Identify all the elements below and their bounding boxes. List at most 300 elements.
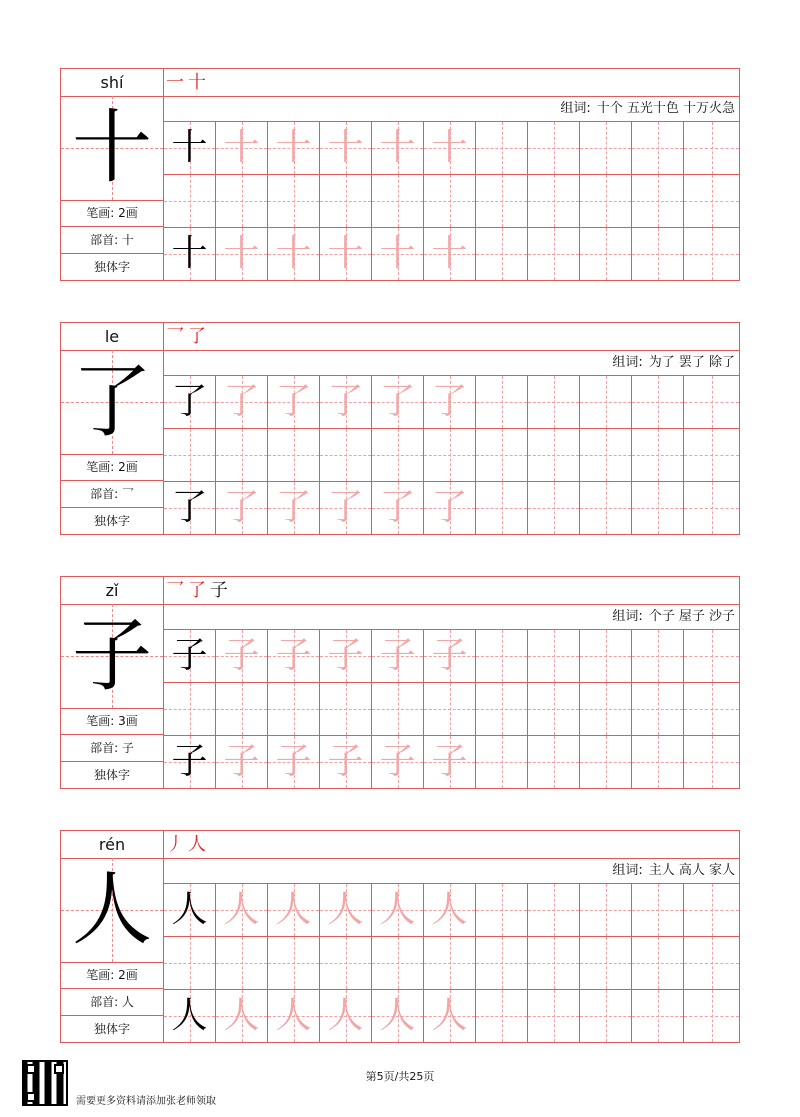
guide-line: [658, 630, 659, 682]
writing-cell[interactable]: [268, 175, 320, 227]
writing-cell[interactable]: [216, 122, 268, 174]
page-number: 第5页/共25页: [365, 1070, 435, 1083]
writing-cell[interactable]: [684, 630, 739, 682]
writing-row: [164, 175, 739, 228]
guide-line: [294, 429, 295, 481]
trace-character: 子: [275, 635, 312, 676]
writing-cell[interactable]: [684, 228, 739, 280]
example-character: 了: [171, 381, 208, 422]
character-info-column: [60, 830, 164, 1043]
trace-character: 子: [431, 741, 468, 782]
words-label: 组词:: [612, 355, 643, 370]
guide-line: [658, 122, 659, 174]
trace-character: 十: [327, 233, 364, 274]
writing-cell[interactable]: [320, 429, 372, 481]
writing-cell[interactable]: [528, 630, 580, 682]
word-examples: [164, 350, 739, 376]
trace-character: 了: [223, 487, 260, 528]
guide-line: [398, 937, 399, 989]
model-character-box: [61, 604, 163, 709]
writing-cell[interactable]: [528, 884, 580, 936]
guide-line: [606, 228, 607, 280]
trace-character: 子: [327, 635, 364, 676]
trace-character: 十: [275, 233, 312, 274]
writing-cell[interactable]: [528, 175, 580, 227]
writing-cell[interactable]: [632, 937, 684, 989]
guide-line: [450, 683, 451, 735]
writing-cell[interactable]: [216, 937, 268, 989]
writing-cell[interactable]: [372, 990, 424, 1042]
guide-line: [712, 175, 713, 227]
writing-cell[interactable]: [320, 683, 372, 735]
word-examples: [164, 96, 739, 122]
words-label: 组词:: [560, 101, 591, 116]
guide-line: [712, 122, 713, 174]
guide-line: [554, 884, 555, 936]
model-character-box: [61, 96, 163, 201]
guide-line: [554, 683, 555, 735]
writing-cell[interactable]: [216, 482, 268, 534]
stroke-step: 了: [188, 580, 206, 601]
writing-cell[interactable]: [476, 175, 528, 227]
writing-cell[interactable]: [476, 429, 528, 481]
writing-cell[interactable]: [164, 429, 216, 481]
guide-line: [502, 630, 503, 682]
character-block: [60, 68, 740, 281]
guide-line: [712, 683, 713, 735]
practice-area: [164, 322, 740, 535]
trace-character: 了: [379, 381, 416, 422]
writing-row: [164, 884, 739, 937]
writing-cell[interactable]: [216, 429, 268, 481]
trace-character: 人: [379, 995, 416, 1036]
radical: 部首: 子: [61, 735, 163, 762]
trace-character: 子: [223, 741, 260, 782]
example-character: 子: [171, 741, 208, 782]
guide-line: [502, 376, 503, 428]
writing-cell[interactable]: [528, 937, 580, 989]
guide-line: [554, 736, 555, 788]
writing-cell[interactable]: [164, 228, 216, 280]
writing-cell[interactable]: [216, 175, 268, 227]
guide-line: [658, 884, 659, 936]
writing-cell[interactable]: [684, 884, 739, 936]
trace-character: 子: [379, 741, 416, 782]
guide-line: [606, 122, 607, 174]
writing-cell[interactable]: [424, 376, 476, 428]
writing-cell[interactable]: [684, 175, 739, 227]
guide-line: [606, 736, 607, 788]
writing-cell[interactable]: [372, 884, 424, 936]
writing-cell[interactable]: [684, 683, 739, 735]
writing-row: [164, 683, 739, 736]
trace-character: 人: [327, 889, 364, 930]
model-character: 人: [72, 863, 152, 956]
writing-cell[interactable]: [580, 683, 632, 735]
writing-row: [164, 376, 739, 429]
guide-line: [398, 683, 399, 735]
character-block: [60, 322, 740, 535]
guide-line: [502, 429, 503, 481]
guide-line: [606, 376, 607, 428]
writing-cell[interactable]: [268, 630, 320, 682]
guide-line: [554, 937, 555, 989]
pinyin: rén: [61, 831, 163, 859]
writing-cell[interactable]: [684, 429, 739, 481]
writing-cell[interactable]: [164, 683, 216, 735]
guide-line: [712, 884, 713, 936]
writing-cell[interactable]: [632, 884, 684, 936]
writing-cell[interactable]: [424, 736, 476, 788]
writing-cell[interactable]: [476, 482, 528, 534]
trace-character: 子: [327, 741, 364, 782]
guide-line: [606, 429, 607, 481]
writing-cell[interactable]: [268, 482, 320, 534]
example-character: 人: [171, 995, 208, 1036]
writing-cell[interactable]: [268, 683, 320, 735]
words-list: 十个 五光十色 十万火急: [596, 101, 735, 116]
writing-cell[interactable]: [424, 630, 476, 682]
writing-cell[interactable]: [164, 990, 216, 1042]
writing-cell[interactable]: [268, 429, 320, 481]
writing-cell[interactable]: [164, 630, 216, 682]
writing-cell[interactable]: [528, 736, 580, 788]
guide-line: [606, 884, 607, 936]
guide-line: [658, 990, 659, 1042]
writing-cell[interactable]: [320, 630, 372, 682]
writing-cell[interactable]: [424, 429, 476, 481]
writing-cell[interactable]: [372, 175, 424, 227]
writing-cell[interactable]: [268, 736, 320, 788]
structure: 独体字: [93, 260, 130, 274]
stroke-step: 十: [188, 72, 206, 93]
guide-line: [242, 937, 243, 989]
writing-cell[interactable]: [632, 429, 684, 481]
stroke-order: [164, 323, 739, 351]
words-label: 组词:: [612, 609, 643, 624]
practice-area: [164, 68, 740, 281]
writing-cell[interactable]: [528, 228, 580, 280]
guide-line: [450, 175, 451, 227]
guide-line: [554, 376, 555, 428]
writing-cell[interactable]: [580, 122, 632, 174]
writing-cell[interactable]: [632, 175, 684, 227]
writing-cell[interactable]: [320, 376, 372, 428]
writing-cell[interactable]: [476, 736, 528, 788]
writing-cell[interactable]: [684, 990, 739, 1042]
trace-character: 十: [223, 233, 260, 274]
writing-cell[interactable]: [268, 990, 320, 1042]
writing-cell[interactable]: [320, 122, 372, 174]
writing-cell[interactable]: [580, 937, 632, 989]
writing-cell[interactable]: [216, 228, 268, 280]
words-list: 主人 高人 家人: [648, 863, 735, 878]
trace-character: 十: [275, 127, 312, 168]
radical: 部首: 十: [61, 227, 163, 254]
guide-line: [346, 429, 347, 481]
writing-cell[interactable]: [424, 990, 476, 1042]
writing-cell[interactable]: [320, 937, 372, 989]
trace-character: 人: [275, 995, 312, 1036]
writing-cell[interactable]: [476, 630, 528, 682]
model-character: 十: [72, 101, 152, 194]
writing-cell[interactable]: [320, 228, 372, 280]
writing-cell[interactable]: [580, 175, 632, 227]
writing-cell[interactable]: [580, 429, 632, 481]
guide-line: [712, 228, 713, 280]
character-block: [60, 830, 740, 1043]
trace-character: 人: [275, 889, 312, 930]
writing-cell[interactable]: [528, 429, 580, 481]
trace-character: 子: [431, 635, 468, 676]
writing-cell[interactable]: [684, 937, 739, 989]
example-character: 十: [171, 127, 208, 168]
writing-cell[interactable]: [580, 736, 632, 788]
trace-character: 十: [223, 127, 260, 168]
guide-line: [712, 376, 713, 428]
guide-line: [606, 482, 607, 534]
trace-character: 人: [223, 995, 260, 1036]
guide-line: [294, 175, 295, 227]
stroke-step: 乛: [166, 326, 184, 347]
writing-cell[interactable]: [216, 376, 268, 428]
writing-cell[interactable]: [476, 683, 528, 735]
writing-cell[interactable]: [580, 482, 632, 534]
writing-cell[interactable]: [580, 228, 632, 280]
trace-character: 十: [431, 233, 468, 274]
footer-note: 需要更多资料请添加张老师领取: [76, 1096, 216, 1107]
writing-cell[interactable]: [424, 122, 476, 174]
guide-line: [450, 937, 451, 989]
writing-cell[interactable]: [216, 990, 268, 1042]
writing-cell[interactable]: [424, 482, 476, 534]
guide-line: [554, 630, 555, 682]
trace-character: 了: [431, 381, 468, 422]
words-label: 组词:: [612, 863, 643, 878]
guide-line: [190, 937, 191, 989]
writing-cell[interactable]: [372, 683, 424, 735]
writing-cell[interactable]: [632, 736, 684, 788]
trace-character: 人: [431, 889, 468, 930]
writing-cell[interactable]: [580, 990, 632, 1042]
stroke-count: 笔画: 2画: [61, 200, 163, 227]
guide-line: [658, 937, 659, 989]
writing-cell[interactable]: [476, 122, 528, 174]
stroke-step: 乛: [166, 580, 184, 601]
writing-cell[interactable]: [632, 683, 684, 735]
character-info-column: [60, 322, 164, 535]
writing-cell[interactable]: [216, 630, 268, 682]
guide-line: [502, 990, 503, 1042]
writing-cell[interactable]: [216, 884, 268, 936]
writing-cell[interactable]: [580, 376, 632, 428]
example-character: 了: [171, 487, 208, 528]
writing-cell[interactable]: [632, 630, 684, 682]
writing-cell[interactable]: [528, 376, 580, 428]
writing-cell[interactable]: [424, 175, 476, 227]
writing-cell[interactable]: [476, 228, 528, 280]
pinyin: shí: [61, 69, 163, 97]
writing-cell[interactable]: [476, 990, 528, 1042]
writing-cell[interactable]: [424, 884, 476, 936]
writing-cell[interactable]: [372, 429, 424, 481]
writing-cell[interactable]: [320, 736, 372, 788]
guide-line: [606, 683, 607, 735]
writing-cell[interactable]: [216, 736, 268, 788]
model-character-box: [61, 858, 163, 963]
writing-cell[interactable]: [424, 683, 476, 735]
writing-cell[interactable]: [528, 122, 580, 174]
writing-cell[interactable]: [580, 630, 632, 682]
pinyin: le: [61, 323, 163, 351]
guide-line: [658, 429, 659, 481]
pinyin: zǐ: [61, 577, 163, 605]
guide-line: [502, 122, 503, 174]
writing-cell[interactable]: [268, 937, 320, 989]
model-character: 子: [72, 609, 152, 702]
guide-line: [346, 175, 347, 227]
writing-cell[interactable]: [632, 376, 684, 428]
writing-cell[interactable]: [372, 122, 424, 174]
guide-line: [502, 937, 503, 989]
writing-cell[interactable]: [320, 884, 372, 936]
writing-cell[interactable]: [164, 937, 216, 989]
guide-line: [398, 429, 399, 481]
writing-cell[interactable]: [216, 683, 268, 735]
character-info-column: [60, 68, 164, 281]
writing-cell[interactable]: [476, 884, 528, 936]
guide-line: [658, 376, 659, 428]
guide-line: [294, 937, 295, 989]
writing-cell[interactable]: [476, 376, 528, 428]
guide-line: [242, 175, 243, 227]
writing-cell[interactable]: [268, 122, 320, 174]
guide-line: [658, 482, 659, 534]
trace-character: 了: [223, 381, 260, 422]
stroke-order: [164, 577, 739, 605]
structure: 独体字: [93, 514, 130, 528]
guide-line: [294, 683, 295, 735]
stroke-count: 笔画: 2画: [61, 454, 163, 481]
writing-cell[interactable]: [164, 376, 216, 428]
writing-cell[interactable]: [164, 482, 216, 534]
trace-character: 了: [327, 487, 364, 528]
writing-cell[interactable]: [372, 937, 424, 989]
guide-line: [502, 175, 503, 227]
writing-cell[interactable]: [164, 122, 216, 174]
writing-cell[interactable]: [424, 228, 476, 280]
trace-character: 子: [223, 635, 260, 676]
guide-line: [502, 736, 503, 788]
writing-row: [164, 122, 739, 175]
trace-character: 人: [431, 995, 468, 1036]
writing-cell[interactable]: [372, 376, 424, 428]
writing-row: [164, 990, 739, 1043]
stroke-count: 笔画: 2画: [61, 962, 163, 989]
trace-character: 了: [327, 381, 364, 422]
example-character: 子: [171, 635, 208, 676]
writing-row: [164, 482, 739, 535]
trace-character: 了: [431, 487, 468, 528]
guide-line: [658, 228, 659, 280]
writing-cell[interactable]: [164, 736, 216, 788]
guide-line: [606, 990, 607, 1042]
writing-cell[interactable]: [476, 937, 528, 989]
writing-row: [164, 228, 739, 281]
writing-cell[interactable]: [372, 630, 424, 682]
writing-cell[interactable]: [320, 175, 372, 227]
stroke-step: 一: [166, 72, 184, 93]
guide-line: [554, 175, 555, 227]
writing-cell[interactable]: [684, 122, 739, 174]
guide-line: [502, 228, 503, 280]
stroke-step: 子: [210, 580, 228, 601]
writing-cell[interactable]: [632, 228, 684, 280]
writing-cell[interactable]: [372, 482, 424, 534]
writing-cell[interactable]: [632, 122, 684, 174]
words-list: 为了 罢了 除了: [648, 355, 735, 370]
guide-line: [554, 122, 555, 174]
writing-cell[interactable]: [164, 175, 216, 227]
writing-cell[interactable]: [320, 482, 372, 534]
writing-cell[interactable]: [632, 990, 684, 1042]
guide-line: [712, 429, 713, 481]
guide-line: [190, 683, 191, 735]
writing-row: [164, 736, 739, 789]
trace-character: 十: [327, 127, 364, 168]
practice-area: [164, 830, 740, 1043]
writing-cell[interactable]: [684, 482, 739, 534]
writing-cell[interactable]: [164, 884, 216, 936]
writing-cell[interactable]: [372, 736, 424, 788]
writing-cell[interactable]: [424, 937, 476, 989]
structure: 独体字: [93, 1022, 130, 1036]
writing-cell[interactable]: [528, 482, 580, 534]
guide-line: [242, 429, 243, 481]
guide-line: [712, 482, 713, 534]
guide-line: [712, 736, 713, 788]
writing-cell[interactable]: [632, 482, 684, 534]
writing-cell[interactable]: [528, 683, 580, 735]
writing-cell[interactable]: [684, 736, 739, 788]
example-character: 十: [171, 233, 208, 274]
guide-line: [712, 630, 713, 682]
trace-character: 了: [379, 487, 416, 528]
guide-line: [450, 429, 451, 481]
writing-cell[interactable]: [580, 884, 632, 936]
guide-line: [606, 630, 607, 682]
character-block: [60, 576, 740, 789]
guide-line: [398, 175, 399, 227]
stroke-step: 人: [188, 834, 206, 855]
writing-cell[interactable]: [268, 376, 320, 428]
stroke-step: 丿: [166, 834, 184, 855]
radical: 部首: 乛: [61, 481, 163, 508]
writing-cell[interactable]: [268, 884, 320, 936]
word-examples: [164, 858, 739, 884]
writing-cell[interactable]: [528, 990, 580, 1042]
stroke-order: [164, 69, 739, 97]
writing-cell[interactable]: [320, 990, 372, 1042]
guide-line: [606, 937, 607, 989]
trace-character: 人: [327, 995, 364, 1036]
writing-cell[interactable]: [268, 228, 320, 280]
writing-cell[interactable]: [684, 376, 739, 428]
guide-line: [502, 884, 503, 936]
stroke-step: 了: [188, 326, 206, 347]
character-info-column: [60, 576, 164, 789]
writing-cell[interactable]: [372, 228, 424, 280]
